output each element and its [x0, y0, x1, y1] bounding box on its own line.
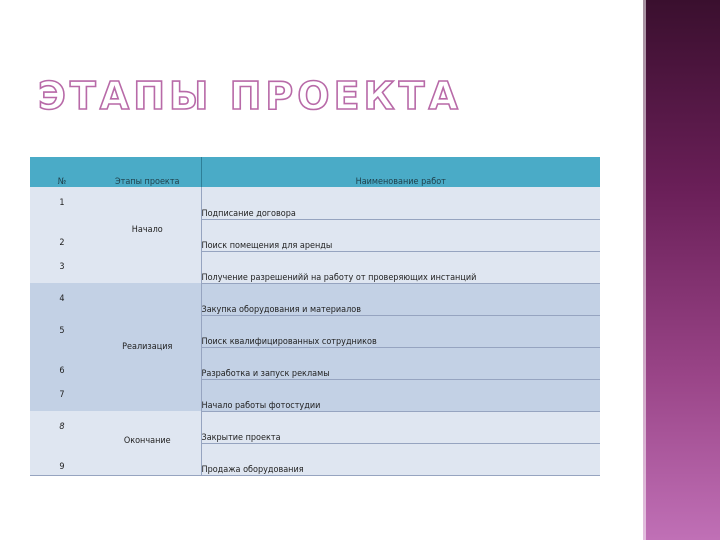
row-number: 1 [30, 187, 94, 219]
row-number: 5 [30, 315, 94, 347]
header-stage: Этапы проекта [94, 157, 201, 187]
table-row [30, 187, 600, 219]
row-work: Продажа оборудования [201, 443, 600, 475]
row-work: Подписание договора [201, 187, 600, 219]
row-number: 7 [30, 379, 94, 411]
row-work: Закупка оборудования и материалов [201, 283, 600, 315]
row-work: Закрытие проекта [201, 411, 600, 443]
row-number: 4 [30, 283, 94, 315]
slide-title: ЭТАПЫ ПРОЕКТА [38, 74, 462, 118]
row-number: 9 [30, 443, 94, 475]
side-edge [626, 0, 643, 540]
stage-implementation: Реализация [94, 283, 201, 411]
row-work: Поиск квалифицированных сотрудников [201, 315, 600, 347]
decorative-side-bar [643, 0, 720, 540]
stage-end: Окончание [94, 411, 201, 475]
row-number: 2 [30, 219, 94, 251]
row-number: 8 [30, 411, 94, 443]
row-number: 3 [30, 251, 94, 283]
project-stages-table [30, 157, 600, 476]
header-work: Наименование работ [201, 157, 600, 187]
header-number: № [30, 157, 94, 187]
row-work: Поиск помещения для аренды [201, 219, 600, 251]
row-work: Разработка и запуск рекламы [201, 347, 600, 379]
table-row [30, 283, 600, 315]
table-row [30, 411, 600, 443]
table-header-row [30, 157, 600, 187]
row-work: Начало работы фотостудии [201, 379, 600, 411]
stage-start: Начало [94, 187, 201, 283]
row-work: Получение разрешенийй на работу от проверяющих инстанций [201, 251, 600, 283]
row-number: 6 [30, 347, 94, 379]
